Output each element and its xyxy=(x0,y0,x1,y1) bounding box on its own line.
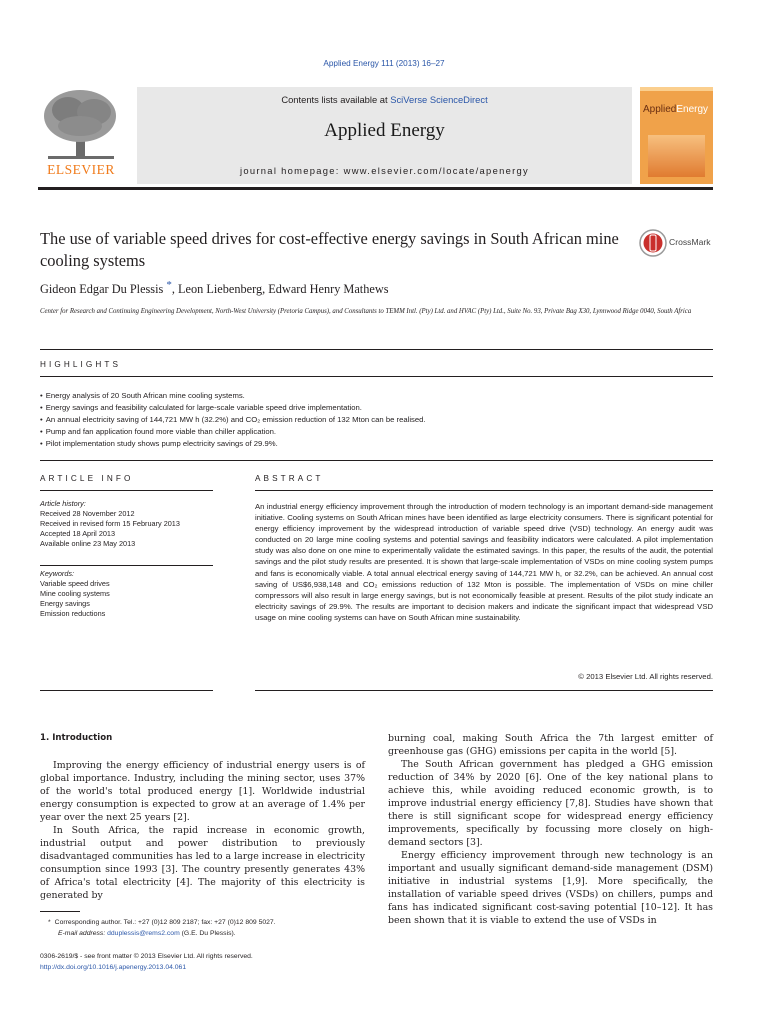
divider xyxy=(40,490,213,491)
article-info-heading: ARTICLE INFO xyxy=(40,474,134,483)
highlights-heading: HIGHLIGHTS xyxy=(40,360,122,369)
divider xyxy=(40,349,713,350)
keywords-label: Keywords: xyxy=(40,569,75,578)
paragraph: In South Africa, the rapid increase in economic growth, industrial output and power distribution to previously disadvantaged communities has led to a large increase in electricity consumption since 1993 [3]. The country presently generates 43% of Africa's total electricity [4]. The majority of this electricity is generated by xyxy=(40,825,365,901)
keyword: Variable speed drives xyxy=(40,579,110,588)
section-heading: 1. Introduction xyxy=(40,733,113,743)
paragraph: The South African government has pledged a GHG emission reduction of 34% by 2020 [6]. One of the key national plans to achieve this, while avoiding reduced economic growth, is to improve industrial energy efficiency [7,8]. Studies have shown that there is still significant scope for widespread energy efficiency improvements, specifically by focussing more closely on high-demand sectors [3]. xyxy=(388,759,713,848)
divider xyxy=(40,376,713,377)
corresponding-author-footnote xyxy=(40,917,370,940)
paragraph: Energy efficiency improvement through new technology is an important and usually significant demand-side management (DSM) initiative in industrial systems [1,9]. More specifically, the installation of variable speed drives (VSDs) on chillers, pumps and fans has indicated significant cost-saving potential [10–12]. It has been shown that it is viable to extend the use of VSDs in xyxy=(388,850,713,926)
author-name: Gideon Edgar Du Plessis xyxy=(40,282,164,296)
history-item: Available online 23 May 2013 xyxy=(40,539,136,548)
journal-banner xyxy=(137,87,632,184)
cover-top-band xyxy=(640,87,713,91)
paragraph: Improving the energy efficiency of industrial energy users is of global importance. Industry, including the mining sector, uses 37% of the world's total produced energy [1]. Worldwide industrial energy consumption is expected to grow at an average of 1.4% per year over the next 25 years [2]. xyxy=(40,760,365,823)
footnote-rule xyxy=(40,911,80,912)
other-authors: , Leon Liebenberg, Edward Henry Mathews xyxy=(171,282,389,296)
body-column-left xyxy=(40,759,365,902)
divider xyxy=(40,565,213,566)
history-item: Received 28 November 2012 xyxy=(40,509,135,518)
cover-graphic xyxy=(648,135,705,177)
body-column-right xyxy=(388,732,713,927)
highlight-item: • An annual electricity saving of 144,721 MW h (32.2%) and CO₂ emission reduction of 132 Mton can be realised. xyxy=(40,414,426,426)
highlight-item: • Pump and fan application found more viable than chiller application. xyxy=(40,426,426,438)
highlight-item: • Pilot implementation study shows pump electricity savings of 29.9%. xyxy=(40,438,426,450)
abstract-copyright: © 2013 Elsevier Ltd. All rights reserved. xyxy=(578,672,713,681)
crossmark-icon[interactable] xyxy=(639,229,667,261)
crossmark-label[interactable]: CrossMark xyxy=(669,237,711,247)
journal-homepage[interactable]: journal homepage: www.elsevier.com/locate/apenergy xyxy=(239,165,530,176)
cover-title: AppliedEnergy xyxy=(643,104,709,115)
abstract-text: An industrial energy efficiency improvement through the introduction of modern technology is an important demand-side management initiative. Cooling systems on South African mines have been identified as large electricity consumers. There is significant potential for energy efficiency improvement by the widespread introduction of variable speed drive (VSD) technology. An energy audit was conducted on 20 large mine cooling systems and potential savings and feasibility indicators were calculated. A pilot implementation study was also done on one mine to experimentally validate the estimated savings. In this paper, the results of the audit, the potential savings and the pilot study results are presented. It is shown that large-scale implementation of VSDs on mine cooling system pumps and fans is economically viable. A total annual electrical energy saving of 144,721 MW h, or 32.2%, can be achieved. An annual cost saving of US$6,938,148 and CO₂ emissions reduction of 132 Mton is possible. The implementation of VSDs on mine chiller compressors will also result in large energy savings, but is not economically feasible at present. Results of the pilot study indicate an electricity savings of 29.9%. The results are important to decision makers and indicate the significant impact that widespread VSD usage on mine cooling systems can have on South African mine sustainability. xyxy=(255,502,713,622)
elsevier-wordmark: ELSEVIER xyxy=(47,162,115,177)
contents-prefix: Contents lists available at xyxy=(281,94,391,105)
journal-title: Applied Energy xyxy=(324,120,445,141)
article-title: The use of variable speed drives for cost-effective energy savings in South African mine cooling systems xyxy=(40,229,619,270)
journal-citation[interactable]: Applied Energy 111 (2013) 16–27 xyxy=(323,59,445,68)
keyword: Mine cooling systems xyxy=(40,589,110,598)
contents-availability xyxy=(137,94,632,105)
elsevier-logo xyxy=(38,86,124,178)
journal-cover-thumbnail xyxy=(640,87,713,184)
doi-link[interactable]: http://dx.doi.org/10.1016/j.apenergy.2013.04.061 xyxy=(40,964,187,972)
footnote-contact: Corresponding author. Tel.: +27 (0)12 809 2187; fax: +27 (0)12 809 5027. xyxy=(54,919,276,926)
divider xyxy=(255,490,713,491)
paragraph: burning coal, making South Africa the 7th largest emitter of greenhouse gas (GHG) emissions per capita in the world [5]. xyxy=(388,733,713,757)
issn-line: 0306-2619/$ - see front matter © 2013 Elsevier Ltd. All rights reserved. xyxy=(40,953,253,960)
divider xyxy=(40,460,713,461)
page-footer xyxy=(40,951,253,974)
highlight-item: • Energy savings and feasibility calculated for large-scale variable speed drive implementation. xyxy=(40,402,426,414)
keyword: Emission reductions xyxy=(40,609,106,618)
article-history xyxy=(40,499,180,549)
email-suffix: (G.E. Du Plessis). xyxy=(179,930,236,938)
highlight-item: • Energy analysis of 20 South African mine cooling systems. xyxy=(40,390,426,402)
history-item: Accepted 18 April 2013 xyxy=(40,529,116,538)
highlights-list xyxy=(40,390,426,450)
footnote-mark: * xyxy=(48,919,51,926)
divider xyxy=(255,690,713,691)
history-label: Article history: xyxy=(40,499,86,508)
email-link[interactable]: dduplessis@rems2.com xyxy=(107,930,180,938)
sciencedirect-link[interactable]: SciVerse ScienceDirect xyxy=(390,94,488,105)
abstract-heading: ABSTRACT xyxy=(255,474,324,483)
email-label: E-mail address: xyxy=(58,930,108,938)
author-list xyxy=(40,278,389,297)
divider xyxy=(40,690,213,691)
affiliation: Center for Research and Continuing Engineering Development, North-West University (Pretoria Campus), and Consultants to TEMM Intl. (Pty) Ltd. and HVAC (Pty) Ltd., Suite No. 93, Private Bag X30, Lynnwood Ridge 0040, South Africa xyxy=(40,308,692,315)
header-rule xyxy=(38,187,713,190)
history-item: Received in revised form 15 February 2013 xyxy=(40,519,180,528)
corresponding-author-mark[interactable]: * xyxy=(166,278,172,291)
keyword: Energy savings xyxy=(40,599,90,608)
keywords xyxy=(40,569,110,619)
